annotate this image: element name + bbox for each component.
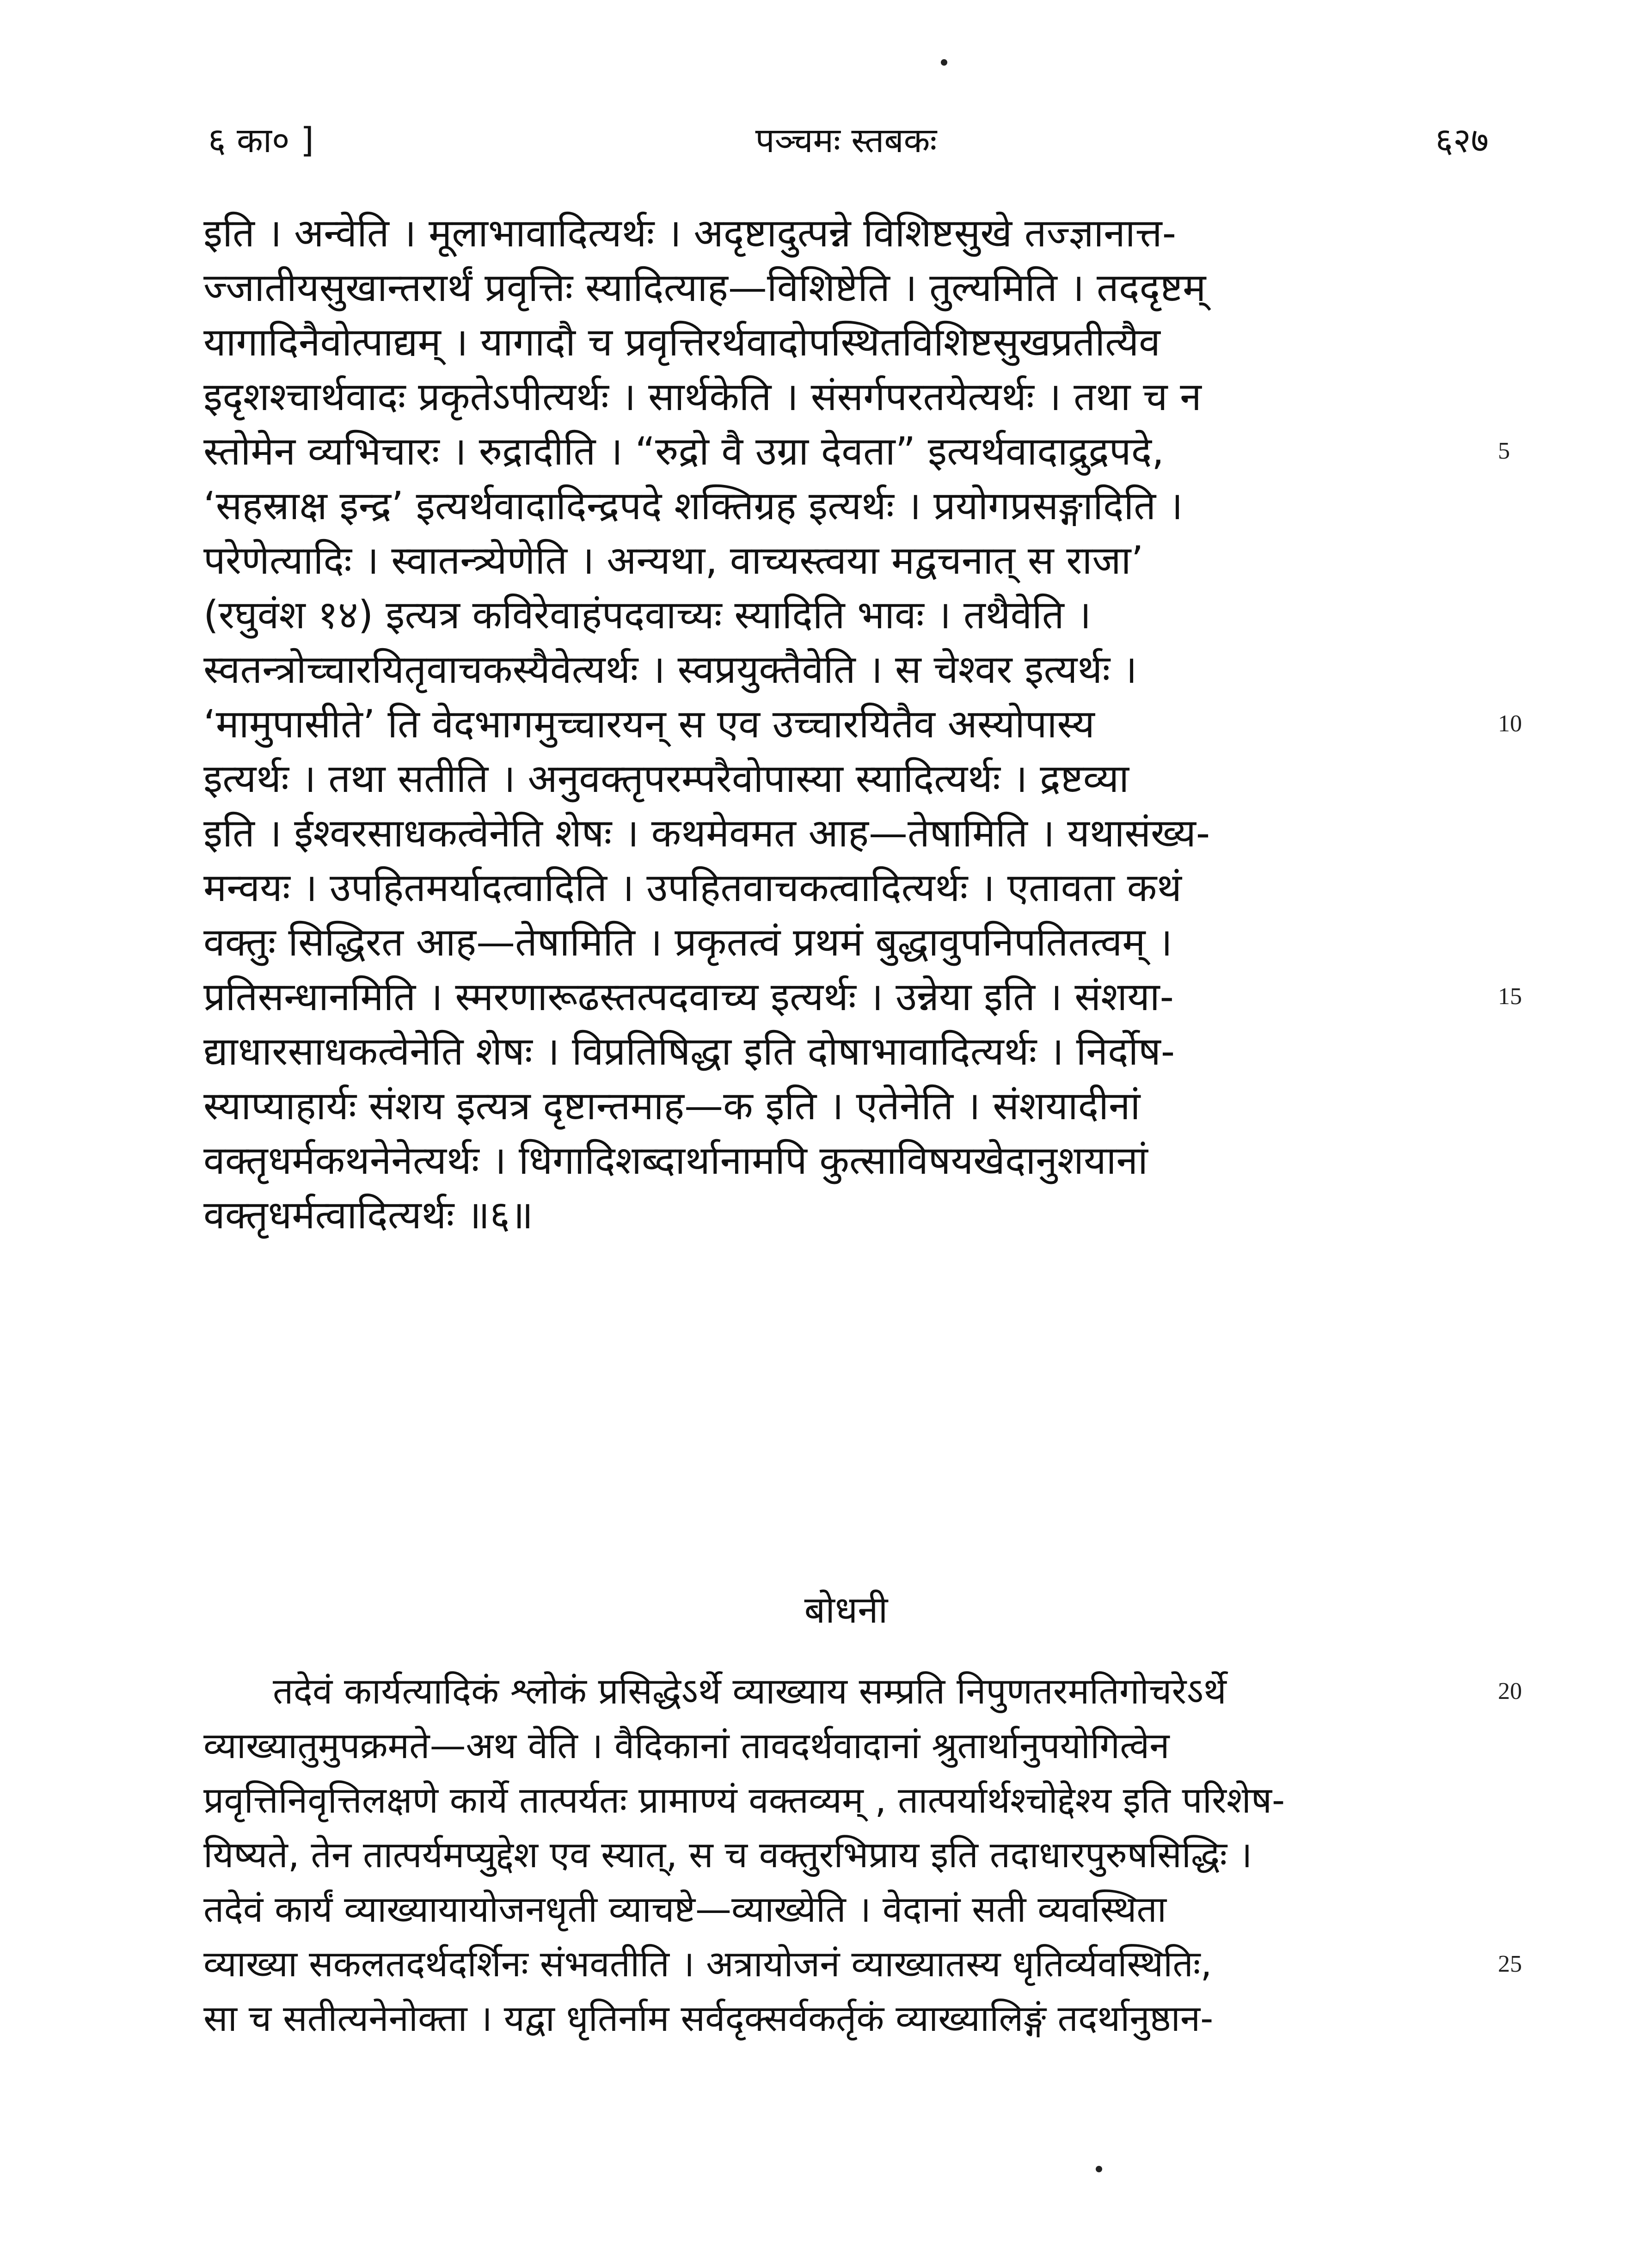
text-line: परेणेत्यादिः । स्वातन्त्र्येणेति । अन्यथा, वाच्यस्त्वया मद्वचनात् स राजा’ (203, 538, 1144, 583)
text-line: प्रवृत्तिनिवृत्तिलक्षणे कार्ये तात्पर्यतः प्रामाण्यं वक्तव्यम् , तात्पर्यार्थश्चोद्देश्य इति परिशेष- (203, 1780, 1285, 1821)
text-line: वक्तृधर्मकथनेनेत्यर्थः । धिगादिशब्दार्थानामपि कुत्साविषयखेदानुशयानां (203, 1138, 1148, 1183)
running-header (203, 116, 1489, 171)
text-line: इत्यर्थः । तथा सतीति । अनुवक्तृपरम्परैवोपास्या स्यादित्यर्थः । द्रष्टव्या (203, 756, 1129, 801)
margin-line-number: 5 (1498, 438, 1510, 464)
margin-line-number: 15 (1498, 983, 1522, 1010)
commentary-block (203, 206, 1522, 1242)
text-line: स्वतन्त्रोच्चारयितृवाचकस्यैवेत्यर्थः । स्वप्रयुक्तैवेति । स चेश्वर इत्यर्थः । (203, 647, 1137, 692)
text-line: यिष्यते, तेन तात्पर्यमप्युद्देश एव स्यात्, स च वक्तुरभिप्राय इति तदाधारपुरुषसिद्धिः । (203, 1834, 1252, 1876)
section-heading-bodhani: बोधनी (804, 1588, 888, 1631)
page-speck (1096, 2166, 1102, 2172)
page-speck (941, 59, 947, 66)
text-line: वक्तृधर्मत्वादित्यर्थः ॥६॥ (203, 1192, 534, 1238)
text-line: इदृशश्चार्थवादः प्रकृतेऽपीत्यर्थः । सार्थकेति । संसर्गपरतयेत्यर्थः । तथा च न (203, 374, 1202, 419)
text-line: सा च सतीत्यनेनोक्ता । यद्वा धृतिर्नाम सर्वदृक्सर्वकर्तृकं व्याख्यालिङ्गं तदर्थानुष्ठान- (203, 1998, 1214, 2040)
text-line: प्रतिसन्धानमिति । स्मरणारूढस्तत्पदवाच्य इत्यर्थः । उन्नेया इति । संशया- 15 (203, 969, 1489, 1024)
text-line: व्याख्या सकलतदर्थदर्शिनः संभवतीति । अत्रायोजनं व्याख्यातस्य धृतिर्व्यवस्थितिः, 25 (203, 1937, 1489, 1992)
page-number: ६२७ (1435, 121, 1489, 160)
text-line: तदेवं कार्यत्यादिकं श्लोकं प्रसिद्धेऽर्थे व्याख्याय सम्प्रति निपुणतरमतिगोचरेऽर्थे 20 (203, 1664, 1489, 1719)
header-section-ref: ६ का० ] (208, 121, 314, 160)
margin-line-number: 25 (1498, 1951, 1522, 1977)
margin-line-number: 20 (1498, 1678, 1522, 1704)
text-line: स्तोमेन व्यभिचारः । रुद्रादीति । “रुद्रो वै उग्रा देवता” इत्यर्थवादाद्रुद्रपदे, 5 (203, 424, 1489, 478)
text-line: ज्जातीयसुखान्तरार्थं प्रवृत्तिः स्यादित्याह—विशिष्टेति । तुल्यमिति । तददृष्टम् (203, 265, 1206, 310)
text-line: ‘मामुपासीते’ ति वेदभागमुच्चारयन् स एव उच्चारयितैव अस्योपास्य 10 (203, 697, 1489, 751)
header-chapter-title: पञ्चमः स्तबकः (755, 121, 937, 160)
text-line: इति । अन्वेति । मूलाभावादित्यर्थः । अदृष्टादुत्पन्ने विशिष्टसुखे तज्ज्ञानात्त- (203, 210, 1177, 256)
text-line: द्याधारसाधकत्वेनेति शेषः । विप्रतिषिद्धा इति दोषाभावादित्यर्थः । निर्दोष- (203, 1029, 1175, 1074)
text-line: स्याप्याहार्यः संशय इत्यत्र दृष्टान्तमाह—क इति । एतेनेति । संशयादीनां (203, 1083, 1141, 1128)
text-line: ‘सहस्राक्ष इन्द्र’ इत्यर्थवादादिन्द्रपदे शक्तिग्रह इत्यर्थः । प्रयोगप्रसङ्गादिति । (203, 483, 1183, 528)
text-line: वक्तुः सिद्धिरत आह—तेषामिति । प्रकृतत्वं प्रथमं बुद्धावुपनिपतितत्वम् । (203, 919, 1172, 965)
margin-line-number: 10 (1498, 711, 1522, 737)
text-line: (रघुवंश १४) इत्यत्र कविरेवाहंपदवाच्यः स्यादिति भावः । तथैवेति । (203, 592, 1092, 637)
text-line: मन्वयः । उपहितमर्यादत्वादिति । उपहितवाचकत्वादित्यर्थः । एतावता कथं (203, 865, 1182, 910)
text-line: यागादिनैवोत्पाद्यम् । यागादौ च प्रवृत्तिरर्थवादोपस्थितविशिष्टसुखप्रतीत्यैव (203, 319, 1160, 365)
text-line: व्याख्यातुमुपक्रमते—अथ वेति । वैदिकानां तावदर्थवादानां श्रुतार्थानुपयोगित्वेन (203, 1725, 1170, 1767)
text-line: इति । ईश्वरसाधकत्वेनेति शेषः । कथमेवमत आह—तेषामिति । यथासंख्य- (203, 810, 1210, 856)
bodhani-block (203, 1664, 1522, 2046)
text-line: तदेवं कार्यं व्याख्यायायोजनधृती व्याचष्टे—व्याख्येति । वेदानां सती व्यवस्थिता (203, 1889, 1167, 1931)
